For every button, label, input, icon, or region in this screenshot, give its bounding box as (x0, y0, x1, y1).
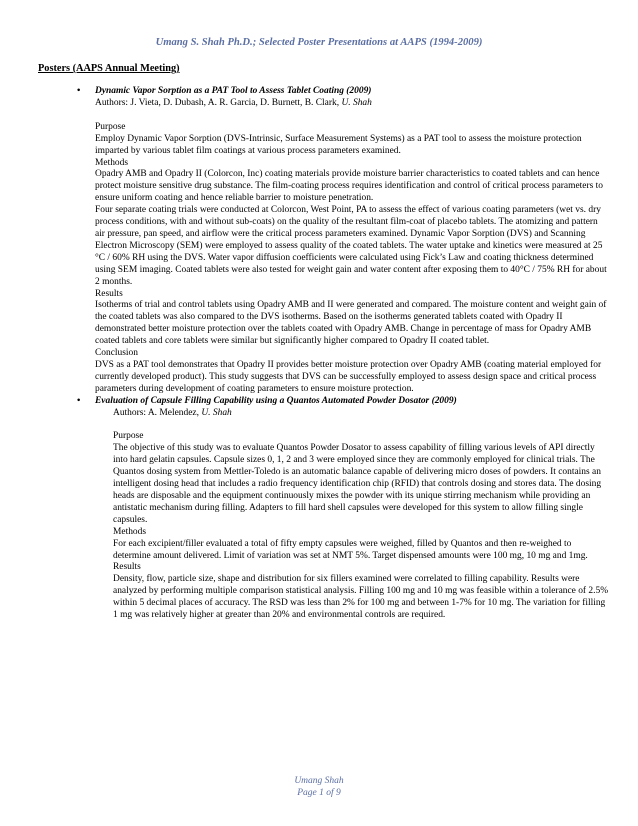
page-header: Umang S. Shah Ph.D.; Selected Poster Presentations at AAPS (1994-2009) (155, 37, 483, 48)
footer-page-number: Page 1 of 9 (297, 788, 341, 798)
poster-1-purpose-heading: Purpose (95, 121, 126, 132)
poster-2-authors-text: Authors: A. Melendez, (113, 407, 202, 418)
poster-1-methods-1: Opadry AMB and Opadry II (Colorcon, Inc) coating materials provide moisture barrier characteristics to coated tablets and can hence protect moisture sensitive drug substance. The film-coating process requires identification and control of critical process parameters to ensure uniform coating and hence reliable barrier to moisture penetration. (95, 169, 603, 204)
poster-1-results: Isotherms of trial and control tablets using Opadry AMB and II were generated and compared. The moisture content and weight gain of the coated tablets was also compared to the DVS isotherms. Based on the isotherms generated tablets coated with Opadry II demonstrated better moisture protection over the tablets coated with Opadry AMB. Change in percentage of mass for Opadry AMB coated tablets and core tablets were similar but significantly higher compared to Opadry II coated tablet. (95, 300, 607, 347)
poster-1-results-heading: Results (95, 288, 123, 299)
section-title: Posters (AAPS Annual Meeting) (38, 63, 180, 74)
document-body (77, 86, 609, 622)
footer-name: Umang Shah (294, 776, 344, 786)
page-footer (0, 775, 638, 799)
poster-1-title (77, 86, 607, 98)
poster-2-methods: For each excipient/filler evaluated a total of fifty empty capsules were weighed, filled by Quantos and then re-weighed to determine amount delivered. Limit of variation was set at NMT 5%. Target dispensed amounts were 100 mg, 10 mg and 1mg. (113, 538, 588, 561)
bullet-icon: • (77, 395, 81, 406)
poster-1-authors (95, 98, 607, 110)
poster-2-methods-heading: Methods (113, 526, 147, 537)
poster-1-title-text: Dynamic Vapor Sorption as a PAT Tool to Assess Tablet Coating (2009) (95, 86, 372, 96)
poster-2-title-text: Evaluation of Capsule Filling Capability using a Quantos Automated Powder Dosator (2009) (95, 395, 457, 406)
poster-2-author-shah: U. Shah (201, 407, 232, 418)
poster-2-authors (113, 408, 609, 420)
poster-1-conclusion-heading: Conclusion (95, 348, 138, 359)
poster-1-conclusion: DVS as a PAT tool demonstrates that Opadry II provides better moisture protection over Opadry AMB (coating material employed for currently developed product). This study suggests that DVS can be successfully employed to assess design space and critical process parameters during development of coating parameters to ensure moisture protection. (95, 359, 602, 394)
poster-1-purpose: Employ Dynamic Vapor Sorption (DVS-Intrinsic, Surface Measurement Systems) as a PAT tool to assess the moisture protection imparted by various tablet film coatings at various process parameters examined. (95, 133, 582, 156)
poster-1-author-shah: U. Shah (341, 97, 372, 108)
poster-2-purpose: The objective of this study was to evaluate Quantos Powder Dosator to assess capability of filling various levels of API directly into hard gelatin capsules. Capsule sizes 0, 1, 2 and 3 were employed since they are commonly employed for clinical trials. The Quantos dosing system from Mettler-Toledo is an automatic balance capable of delivering micro doses of powders. It contains an intelligent dosing head that includes a radio frequency identification chip (RFID) that controls dosing and stores data. The dosing heads are disposable and the equipment continuously mixes the powder with its unique stirring mechanism while providing an antistatic mechanism during filling. Adapters to fill hard shell capsules were developed for this system to allow filling single capsules. (113, 443, 602, 525)
poster-2-title (77, 395, 607, 408)
poster-2-purpose-heading: Purpose (113, 431, 144, 442)
poster-2-results: Density, flow, particle size, shape and distribution for six fillers examined were correlated to filling capability. Results were analyzed by performing multiple comparison statistical analysis. Filling 100 mg and 10 mg was feasible within a tolerance of 2.5% within 5 decimal places of accuracy. The RSD was less than 2% for 100 mg and between 1-7% for 10 mg. The variation for filling 1 mg was relatively higher at greater than 20% and environmental controls are required. (113, 574, 609, 621)
poster-2-content (113, 408, 609, 622)
poster-1-methods-heading: Methods (95, 157, 129, 168)
poster-2-results-heading: Results (113, 562, 141, 573)
poster-1-methods-2: Four separate coating trials were conducted at Colorcon, West Point, PA to assess the effect of various coating parameters (wet vs. dry process conditions, with and without sub-coats) on the quality of the resultant film-coat of placebo tablets. The atomizing and pattern air pressure, pan speed, and airflow were the critical process parameters examined. Dynamic Vapor Sorption (DVS) and Scanning Electron Microscopy (SEM) were employed to assess quality of the coated tablets. The water uptake and kinetics were measured at 25 °C / 60% RH using the DVS. Water vapor diffusion coefficients were calculated using Fick’s Law and coating thickness determined using SEM imaging. Coated tablets were also tested for weight gain and water content after exposing them to 40°C / 75% RH for about 2 months. (95, 205, 607, 287)
bullet-icon: • (77, 86, 81, 96)
poster-1-authors-text: Authors: J. Vieta, D. Dubash, A. R. Garcia, D. Burnett, B. Clark, (95, 97, 342, 108)
